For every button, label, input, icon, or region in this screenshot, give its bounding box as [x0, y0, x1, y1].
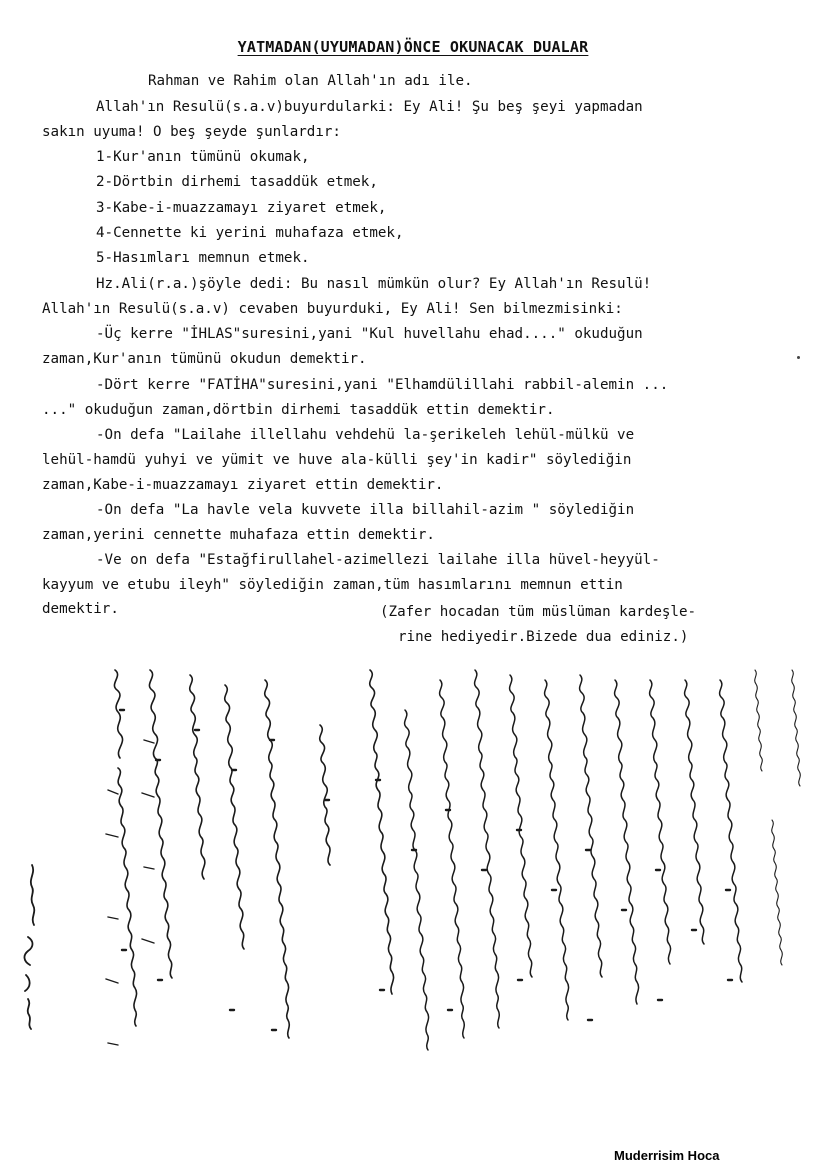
text-line: (Zafer hocadan tüm müslüman kardeşle-: [380, 604, 697, 620]
text-line: lehül-hamdü yuhyi ve yümit ve huve ala-külli şey'in kadir" söylediğin: [42, 452, 632, 468]
text-line: Allah'ın Resulü(s.a.v) cevaben buyurduki, Ey Ali! Sen bilmezmisinki:: [42, 301, 623, 317]
speck-mark: [797, 356, 800, 359]
text-line: 1-Kur'anın tümünü okumak,: [96, 149, 310, 165]
text-line: kayyum ve etubu ileyh" söylediğin zaman,tüm hasımlarını memnun ettin: [42, 577, 623, 593]
document-title: YATMADAN(UYUMADAN)ÖNCE OKUNACAK DUALAR: [237, 38, 589, 56]
text-line: demektir.: [42, 601, 119, 617]
text-line: -Dört kerre "FATİHA"suresini,yani "Elhamdülillahi rabbil-alemin ...: [96, 377, 669, 393]
text-line: 2-Dörtbin dirhemi tasaddük etmek,: [96, 174, 378, 190]
text-line: Hz.Ali(r.a.)şöyle dedi: Bu nasıl mümkün olur? Ey Allah'ın Resulü!: [96, 276, 652, 292]
text-line: -On defa "La havle vela kuvvete illa billahil-azim " söylediğin: [96, 502, 635, 518]
text-line: 4-Cennette ki yerini muhafaza etmek,: [96, 225, 404, 241]
text-line: sakın uyuma! O beş şeyde şunlardır:: [42, 124, 341, 140]
watermark-label: Muderrisim Hoca: [614, 1148, 720, 1163]
text-line: -Ve on defa "Estağfirullahel-azimellezi lailahe illa hüvel-heyyül-: [96, 552, 660, 568]
text-line: rine hediyedir.Bizede dua ediniz.): [398, 629, 689, 645]
text-line: -Üç kerre "İHLAS"suresini,yani "Kul huvellahu ehad...." okuduğun: [96, 326, 643, 342]
text-line: 5-Hasımları memnun etmek.: [96, 250, 310, 266]
text-line: zaman,Kur'anın tümünü okudun demektir.: [42, 351, 367, 367]
text-line: zaman,yerini cennette muhafaza ettin demektir.: [42, 527, 435, 543]
text-line: -On defa "Lailahe illellahu vehdehü la-şerikeleh lehül-mülkü ve: [96, 427, 635, 443]
text-line: ..." okuduğun zaman,dörtbin dirhemi tasaddük ettin demektir.: [42, 402, 555, 418]
arabic-handwriting-image: [20, 650, 820, 1150]
text-line: Rahman ve Rahim olan Allah'ın adı ile.: [148, 73, 473, 89]
text-line: zaman,Kabe-i-muazzamayı ziyaret ettin demektir.: [42, 477, 444, 493]
handwriting-svg: [20, 650, 820, 1150]
text-line: Allah'ın Resulü(s.a.v)buyurdularki: Ey Ali! Şu beş şeyi yapmadan: [96, 99, 643, 115]
text-line: 3-Kabe-i-muazzamayı ziyaret etmek,: [96, 200, 387, 216]
